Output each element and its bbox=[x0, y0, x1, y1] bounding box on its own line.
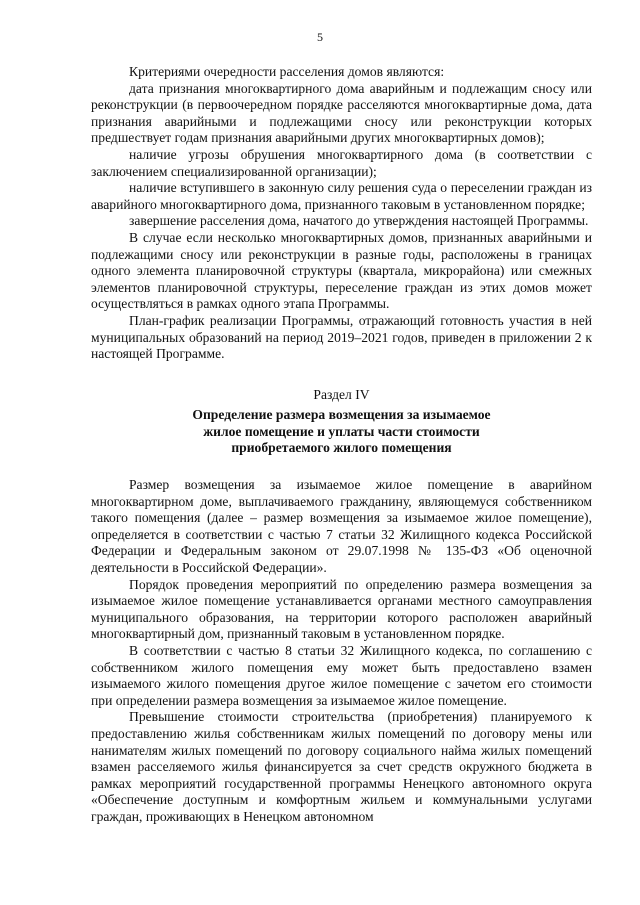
section-title bbox=[91, 407, 592, 457]
paragraph: наличие вступившего в законную силу решения суда о переселении граждан из аварийного многоквартирного дома, признанного таковым в установленном порядке; bbox=[91, 180, 592, 212]
page-number: 5 bbox=[317, 30, 323, 44]
paragraph: Порядок проведения мероприятий по определению размера возмещения за изымаемое жилое помещение устанавливается органами местного самоуправления муниципального образования, на территории которого расположен аварийный многоквартирный дом, признанный таковым в установленном порядке. bbox=[91, 576, 592, 642]
section-title-line: приобретаемого жилого помещения bbox=[231, 440, 452, 456]
paragraph: наличие угрозы обрушения многоквартирного дома (в соответствии с заключением специализированной организации); bbox=[91, 146, 592, 179]
paragraph: План-график реализации Программы, отражающий готовность участия в ней муниципальных образований на период 2019–2021 годов, приведен в приложении 2 к настоящей Программе. bbox=[91, 312, 592, 362]
paragraph: Превышение стоимости строительства (приобретения) планируемого к предоставлению жилья собственникам жилых помещений по договору мены или нанимателям жилых помещений по договору социального найма жилых помещений взамен расселяемого жилья финансируется за счет средств окружного бюджета в рамках мероприятий государственной программы Ненецкого автономного округа «Обеспечение доступным и комфортным жильем и коммунальными услугами граждан, проживающих в Ненецком автономном bbox=[91, 709, 592, 824]
section-title-line: Определение размера возмещения за изымаемое bbox=[192, 407, 491, 423]
section-label: Раздел IV bbox=[313, 386, 370, 402]
paragraph: В соответствии с частью 8 статьи 32 Жилищного кодекса, по соглашению с собственником жилого помещения ему может быть предоставлено взамен изымаемого жилого помещения другое жилое помещение с зачетом его стоимости при определении размера возмещения за изымаемое жилое помещение. bbox=[91, 643, 592, 708]
paragraph: Размер возмещения за изымаемое жилое помещение в аварийном многоквартирном доме, выплачиваемого гражданину, являющемуся собственником такого помещения (далее – размер возмещения за изымаемое жилое помещение), определяется в соответствии с частью 7 статьи 32 Жилищного кодекса Российской Федерации и Федеральным законом от 29.07.1998 № 135-ФЗ «Об оценочной деятельности в Российской Федерации». bbox=[91, 477, 592, 576]
paragraph: Критериями очередности расселения домов являются: bbox=[129, 64, 445, 79]
paragraph: завершение расселения дома, начатого до утверждения настоящей Программы. bbox=[129, 213, 589, 229]
section-heading bbox=[91, 387, 592, 457]
paragraph: дата признания многоквартирного дома аварийным и подлежащим сносу или реконструкции (в первоочередном порядке расселяются многоквартирные дома, дата признания аварийными и подлежащими сносу или реконструкции которых предшествует годам признания аварийными других многоквартирных домов); bbox=[91, 80, 592, 146]
paragraph: В случае если несколько многоквартирных домов, признанных аварийными и подлежащими сносу или реконструкции в разные годы, расположены в границах одного элемента планировочной структуры (квартала, микрорайона) или смежных элементов планировочной структуры, переселение граждан из этих домов может осуществляться в рамках одного этапа Программы. bbox=[91, 229, 592, 312]
document-body bbox=[91, 58, 592, 826]
section-title-line: жилое помещение и уплаты части стоимости bbox=[203, 423, 480, 439]
